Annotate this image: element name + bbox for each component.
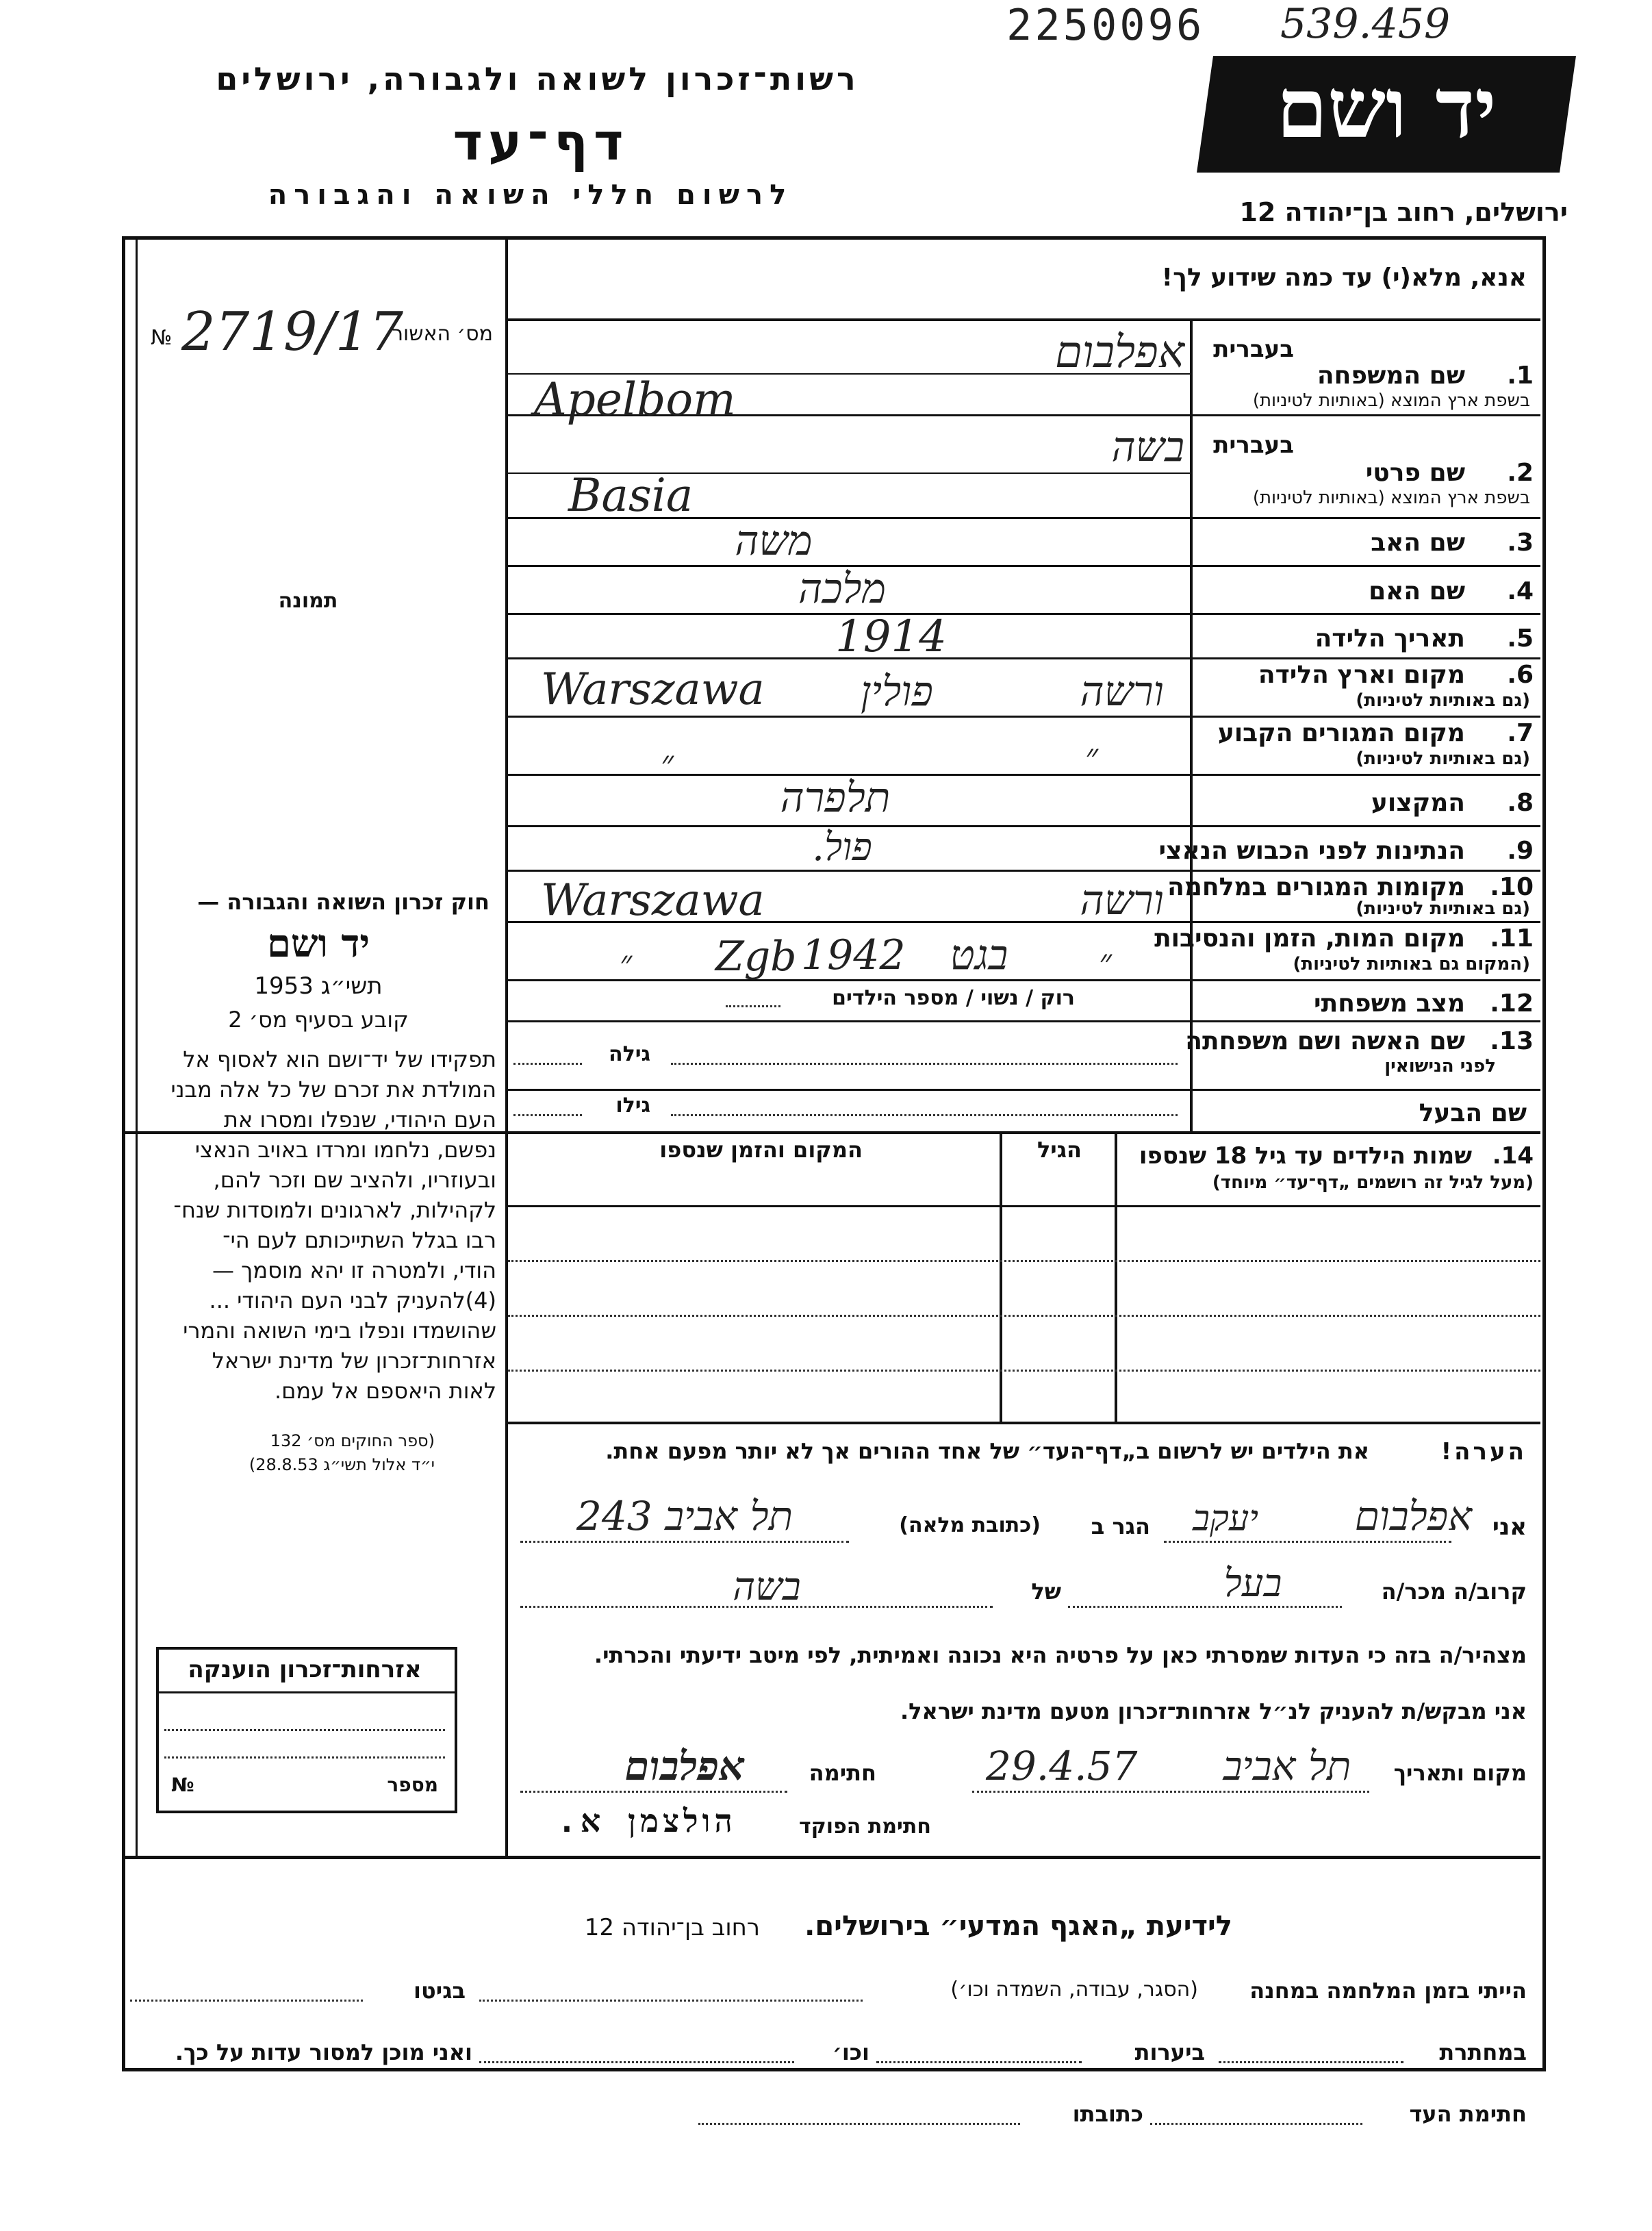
law-title: חוק זכרון השואה והגבורה — <box>197 889 490 915</box>
declarant-of-label: של <box>1031 1578 1061 1604</box>
field12-options: רוק / נשוי / מספר הילדים <box>832 986 1075 1010</box>
field6-value-latin: Warszawa <box>541 664 765 715</box>
law-line: לקהילות, לארגונים ולמוסדות שנח־ <box>173 1197 496 1223</box>
approval-no-sign: № <box>151 326 173 350</box>
field6-number: 6. <box>1507 661 1534 689</box>
field14-sub: (מעל לגיל זה רושמים „דף־עד״ מיוחד) <box>1212 1172 1534 1193</box>
citizenship-no-sign: № <box>171 1774 194 1796</box>
field2-label: שם פרטי <box>1365 459 1465 487</box>
field11-value: ״ <box>1099 942 1112 981</box>
field10-number: 10. <box>1490 873 1534 901</box>
field10-value-latin: Warszawa <box>541 875 765 926</box>
law-line: תפקידו של יד־ושם הוא לאסוף אל <box>183 1046 496 1072</box>
law-line: ובעוזריו, ולהציב שם וזכר להם, <box>213 1167 496 1193</box>
field13-label: שם האשה ושם משפחתה <box>1185 1027 1465 1055</box>
field6-value-hebrew: ורשה <box>1080 668 1164 716</box>
place-value: תל אביב <box>1223 1743 1351 1789</box>
approval-label: מס׳ האשור <box>392 322 493 346</box>
field12-number: 12. <box>1490 990 1534 1018</box>
field7-label: מקום המגורים הקבוע <box>1217 719 1465 747</box>
footer-ghetto-label: בגיטו <box>414 1978 466 2004</box>
declaration-text: מצהיר/ה בזה כי העדות שמסרתי כאן על פרטיה היא נכונה ואמיתית, לפי מיטב ידיעתי והכרתי. <box>594 1642 1527 1668</box>
field2-number: 2. <box>1507 459 1534 487</box>
field6-sub: (גם באותיות לטיניות) <box>1356 690 1530 711</box>
law-line: העם היהודי, שנפלו ומסרו את <box>223 1107 496 1133</box>
footer-forests-label: ביערות <box>1134 2039 1205 2065</box>
field2-hebrew-tag: בעברית <box>1213 431 1294 459</box>
field3-value: משה <box>735 517 813 565</box>
citizenship-title: אזרחות־זכרון הוענקה <box>188 1656 422 1683</box>
archive-number: 2250096 <box>1006 0 1205 50</box>
field9-label: הנתינות לפני הכבוש הנאצי <box>1158 837 1465 865</box>
footer-witness-signature-label: חתימת העד <box>1409 2101 1527 2127</box>
instruction-text: אנא, מלא(י) עד כמה שידוע לך! <box>1161 264 1527 292</box>
field2-value-latin: Basia <box>568 469 694 522</box>
field11-label: מקום המות, הזמן והנסיבות <box>1154 924 1465 953</box>
officer-label: חתימת הפוקד <box>799 1815 931 1839</box>
signature-label: חתימה <box>809 1760 876 1786</box>
field2-value-hebrew: בשה <box>1111 423 1184 471</box>
request-text: אני מבקש/ת להעניק לנ״ל אזרחות־זכרון מטעם מדינת ישראל. <box>900 1698 1527 1724</box>
field9-value: פול. <box>812 825 872 870</box>
field3-label: שם האב <box>1371 529 1465 557</box>
field6-label: מקום וארץ הלידה <box>1258 661 1465 689</box>
field10-sub: (גם באותיות לטיניות) <box>1356 898 1530 919</box>
footer-camp-label: הייתי בזמן המלחמה במחנה <box>1249 1978 1527 2004</box>
handwritten-reference: 539.459 <box>1280 0 1451 48</box>
place-date-label: מקום ותאריך <box>1393 1760 1527 1786</box>
law-reference-1: (ספר החוקים מס׳ 132 <box>270 1431 435 1450</box>
footer-etc-label: וכו׳ <box>832 2039 869 2065</box>
authority-title: רשות־זכרון לשואה ולגבורה, ירושלים <box>216 60 859 97</box>
field1-value-latin: Apelbom <box>534 373 736 426</box>
law-line: שהושמדו ונפלו בימי השואה והמרי <box>183 1318 496 1344</box>
field8-number: 8. <box>1507 789 1534 817</box>
field7-value: ״ <box>1085 736 1098 776</box>
field8-value: תלפרה <box>780 774 891 822</box>
date-value: 29.4.57 <box>986 1743 1138 1789</box>
law-section: קובע בסעיף מס׳ 2 <box>228 1007 409 1033</box>
field9-number: 9. <box>1507 837 1534 865</box>
declarant-relation-label: קרוב/ה מכר/ה <box>1381 1578 1527 1604</box>
field11-value-latin: Zgb <box>715 933 797 981</box>
law-line: הודי, ולמטרה זו יהא מוסמך — <box>212 1257 496 1283</box>
law-line: (4)להעניק לבני העם היהודי ... <box>209 1287 496 1313</box>
footer-address-label: כתובתו <box>1072 2101 1143 2127</box>
field13-husband-age-label: גילו <box>615 1094 650 1118</box>
field13-age-label: גילה <box>609 1042 650 1066</box>
law-reference-2: י״ד אלול תשי״ג 28.8.53) <box>249 1455 435 1474</box>
field6-value-country: פולין <box>861 668 933 716</box>
field11-number: 11. <box>1490 924 1534 953</box>
field13-husband-label: שם הבעל <box>1419 1099 1527 1127</box>
photo-label: תמונה <box>278 589 338 613</box>
declarant-resides-label: הגר ב <box>1091 1513 1150 1539</box>
declarant-address-label: (כתובת מלאה) <box>899 1513 1041 1537</box>
field8-label: המקצוע <box>1371 789 1465 817</box>
field14-age-column: הגיל <box>1037 1137 1082 1163</box>
law-text <box>140 1044 496 1406</box>
declarant-name: אפלבום <box>1354 1493 1472 1539</box>
field7-sub: (גם באותיות לטיניות) <box>1356 748 1530 769</box>
declarant-first-name: יעקב <box>1193 1498 1258 1539</box>
approval-number: 2719/17 <box>181 301 404 363</box>
field1-sub: בשפת ארץ המוצא (באותיות לטיניות) <box>1252 390 1530 411</box>
note-label: הערה! <box>1440 1438 1527 1465</box>
field4-label: שם האם <box>1369 577 1465 605</box>
field5-value: 1914 <box>835 612 947 662</box>
field12-label: מצב משפחתי <box>1314 990 1465 1018</box>
field4-value: מלכה <box>798 565 887 613</box>
declarant-address-value: תל אביב 243 <box>576 1493 793 1539</box>
field7-number: 7. <box>1507 719 1534 747</box>
field5-number: 5. <box>1507 625 1534 653</box>
footer-title: לידיעת „האגף המדעי״ בירושלים. <box>804 1911 1232 1942</box>
field4-number: 4. <box>1507 577 1534 605</box>
field14-label: שמות הילדים עד גיל 18 שנספו <box>1139 1142 1472 1170</box>
field13-sub: לפני הנישואין <box>1384 1056 1496 1076</box>
law-line: המולדת את זכרם של כל אלה מבני <box>170 1076 496 1102</box>
signature-value: אפלבום <box>624 1743 745 1789</box>
field11-sub: (המקום גם באותיות לטיניות) <box>1293 954 1530 974</box>
logo-text: יד ושם <box>1276 60 1497 157</box>
citizenship-number-label: מספר <box>387 1774 438 1796</box>
field14-number: 14. <box>1492 1142 1534 1170</box>
field3-number: 3. <box>1507 529 1534 557</box>
header-address: ירושלים, רחוב בן־יהודה 12 <box>1239 197 1568 227</box>
footer-testimony-text: ואני מוכן למסור עדות על כך. <box>175 2039 472 2065</box>
field11-value-hebrew: בגט <box>950 931 1008 979</box>
law-line: אזרחות־זכרון של מדינת ישראל <box>212 1348 496 1374</box>
declarant-ani: אני <box>1492 1513 1527 1541</box>
officer-stamp: הולצמן א. <box>557 1802 737 1839</box>
field1-value-hebrew: אפלבום <box>1054 327 1184 378</box>
footer-address: רחוב בן־יהודה 12 <box>584 1914 760 1941</box>
field5-label: תאריך הלידה <box>1314 625 1465 653</box>
field14-place-column: המקום והזמן שנספו <box>659 1137 863 1163</box>
note-text: את הילדים יש לרשום ב„דף־העד״ של אחד ההורים אך לא יותר מפעם אחת. <box>605 1438 1369 1464</box>
form-subtitle: לרשום חללי השואה והגבורה <box>268 179 793 211</box>
form-title: דף־עד <box>453 113 629 172</box>
law-logo: יד ושם <box>266 921 370 966</box>
footer-camp-types: (הסגר, עבודה, השמדה וכו׳) <box>950 1978 1198 2002</box>
law-line: נפשם, נלחמו ומרדו באויב הנאצי <box>194 1137 496 1163</box>
field2-sub: בשפת ארץ המוצא (באותיות לטיניות) <box>1252 488 1530 508</box>
field1-label: שם המשפחה <box>1317 362 1465 390</box>
declarant-of-value: בשה <box>733 1565 801 1609</box>
law-year: תשי״ג 1953 <box>254 972 383 1000</box>
footer-underground-label: במחתרת <box>1439 2039 1527 2065</box>
field11-value-year: 1942 <box>801 931 906 979</box>
declarant-relation-value: בעל <box>1223 1561 1282 1606</box>
field1-hebrew-tag: בעברית <box>1213 336 1294 363</box>
field1-number: 1. <box>1507 362 1534 390</box>
field13-number: 13. <box>1490 1027 1534 1055</box>
field7-value-latin: ״ <box>661 743 674 783</box>
law-line: רבו בגלל השתייכותם לעם הי־ <box>223 1227 496 1253</box>
field10-value-hebrew: ורשה <box>1080 877 1164 924</box>
field11-value-ditto: ״ <box>620 944 633 982</box>
law-line: לאות היאספם אל עמם. <box>274 1378 496 1404</box>
field10-label: מקומות המגורים במלחמה <box>1167 873 1465 901</box>
